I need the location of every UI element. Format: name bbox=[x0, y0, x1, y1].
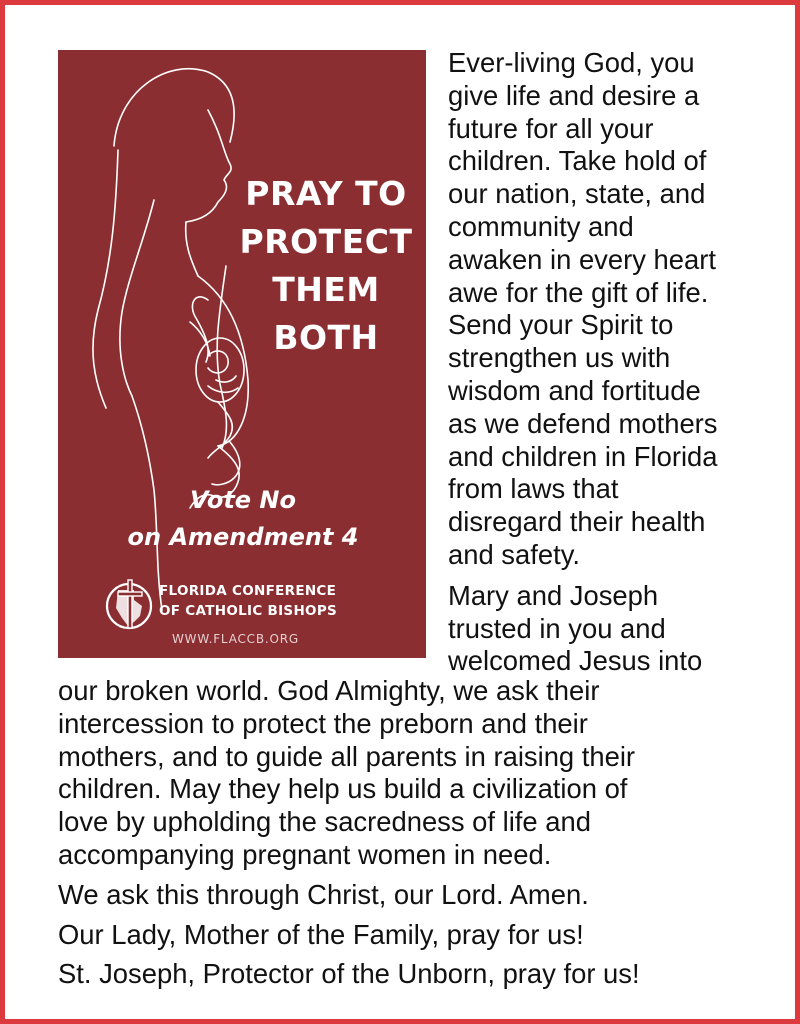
org-website: WWW.FLACCB.ORG bbox=[172, 632, 299, 646]
closing-our-lady: Our Lady, Mother of the Family, pray for us! bbox=[58, 918, 584, 950]
prayer-paragraph-2-end: our broken world. God Almighty, we ask their intercession to protect the preborn and their mothers, and to guide all parents in raising their children. May they help us build a civilization of love by upholding the sacredness of life and accompanying pregnant women in need. bbox=[58, 675, 636, 870]
prayer-paragraph-1: Ever-living God, you give life and desire a future for all your children. Take hold of our nation, state, and community and awaken in every heart awe for the gift of life. Send your Spirit to strengthen us with wisdom and fortitude as we defend mothers and children in Florida from laws that disregard their health and safety. bbox=[448, 47, 718, 570]
closing-amen: We ask this through Christ, our Lord. Amen. bbox=[58, 878, 589, 910]
flaccb-logo-icon bbox=[104, 576, 154, 632]
prayer-paragraph-2-start: Mary and Joseph trusted in you and welcomed Jesus into bbox=[448, 579, 703, 677]
prayer-text-full-width bbox=[58, 675, 778, 991]
poster-headline: PRAY TO PROTECT THEM BOTH bbox=[239, 174, 413, 357]
org-name: FLORIDA CONFERENCE OF CATHOLIC BISHOPS bbox=[159, 583, 338, 619]
closing-st-joseph: St. Joseph, Protector of the Unborn, pray for us! bbox=[58, 958, 640, 990]
poster bbox=[58, 50, 426, 658]
prayer-text-column bbox=[448, 47, 778, 678]
vote-no-message: Vote No on Amendment 4 bbox=[127, 486, 359, 551]
